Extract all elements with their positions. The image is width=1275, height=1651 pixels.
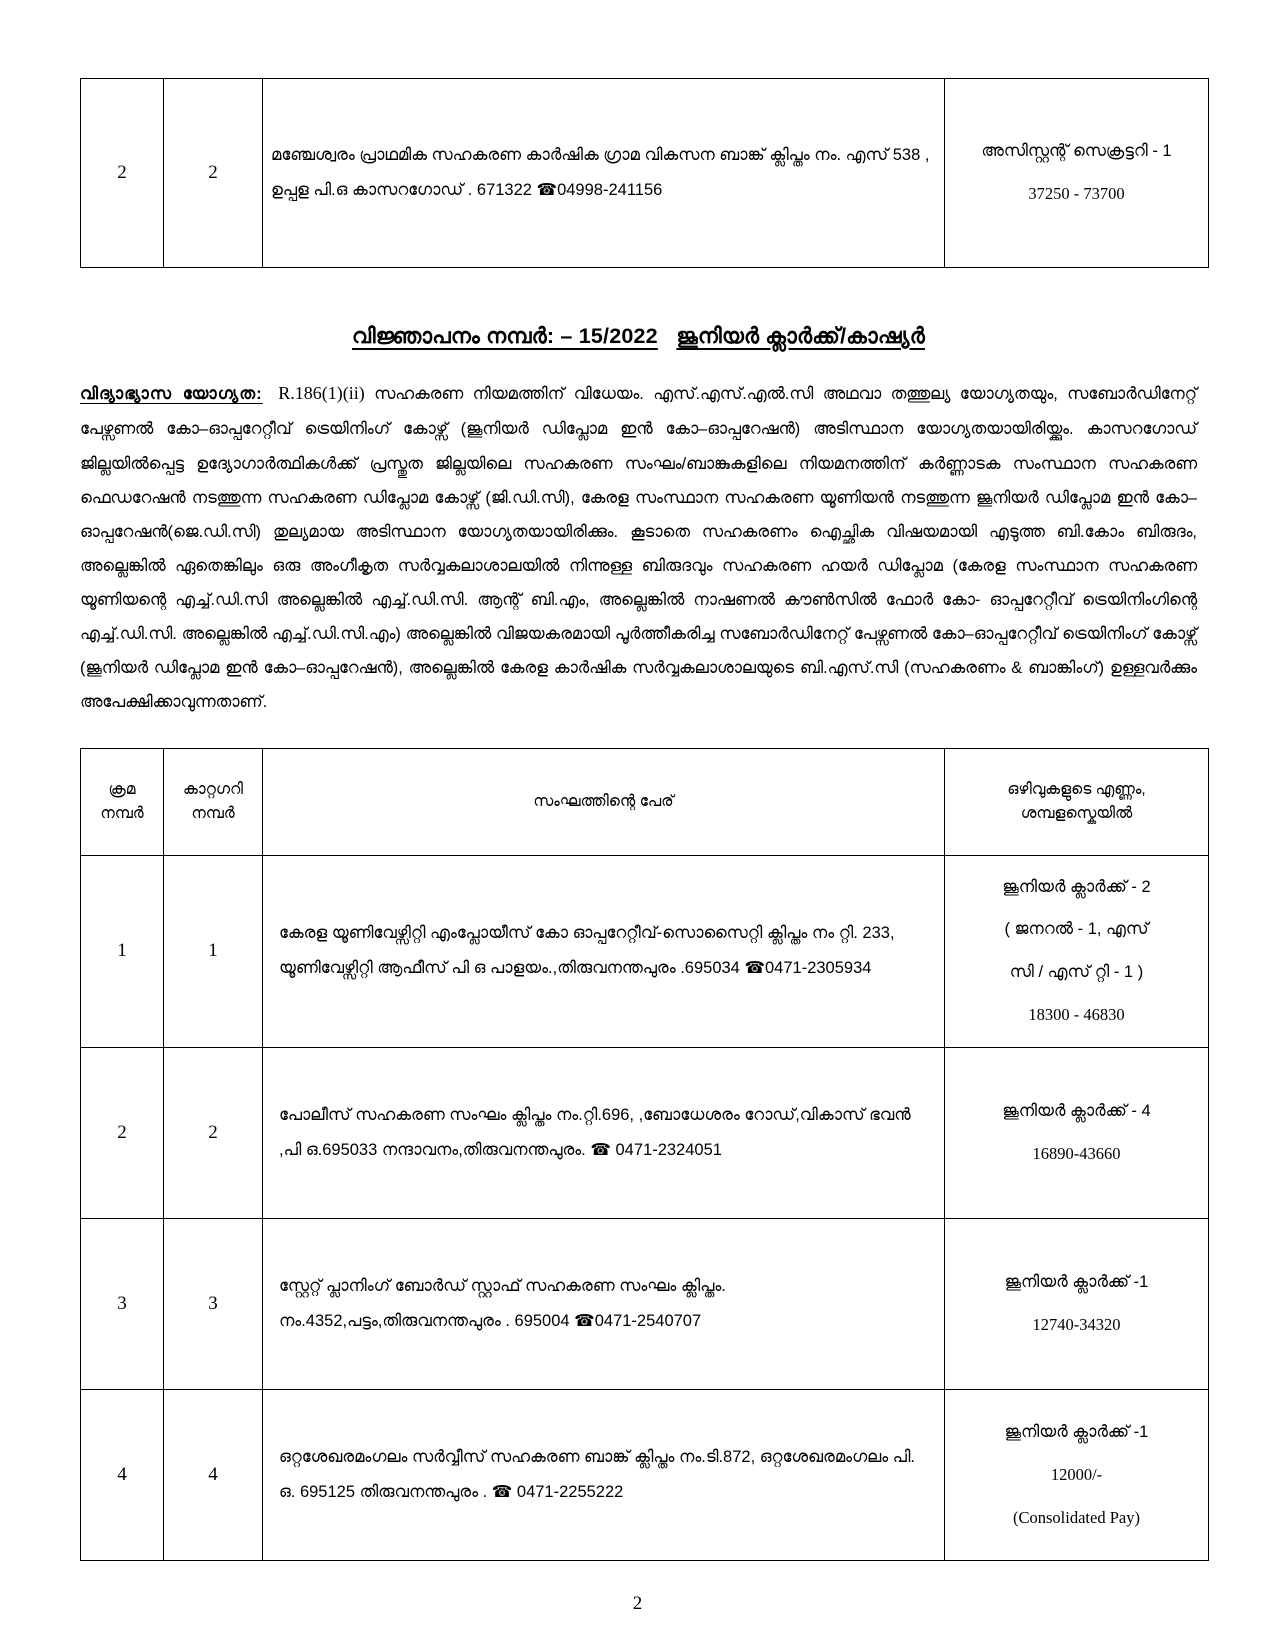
vacancy-table-body	[81, 855, 1209, 1561]
table-row	[81, 1219, 1209, 1390]
row-vacancy-details	[945, 1048, 1209, 1219]
row-society-name: സ്റ്റേറ്റ് പ്ലാനിംഗ് ബോർഡ് സ്റ്റാഫ് സഹകരണ സംഘം ക്ലിപ്തം. നം.4352,പട്ടം,തിരുവനന്തപുരം . 695004 ☎0471-2540707	[263, 1219, 945, 1390]
vacancy-pay-scale: 18300 - 46830	[1028, 1005, 1125, 1025]
row-serial-number: 2	[81, 1048, 164, 1219]
qualification-label: വിദ്യാഭ്യാസ യോഗ്യത:	[80, 385, 263, 403]
qualification-rule-reference: R.186(1)(ii)	[278, 383, 365, 403]
notification-heading	[80, 324, 1197, 349]
vacancy-pay-scale: 12740-34320	[1032, 1315, 1121, 1335]
row-category-number: 3	[164, 1219, 263, 1390]
vacancy-post: ജൂനിയർ ക്ലാർക്ക് -1	[1004, 1273, 1149, 1292]
header-society-name: സംഘത്തിന്റെ പേര്	[263, 748, 945, 855]
table-row	[81, 1390, 1209, 1561]
notification-post-name: ജൂനിയർ ക്ലാർക്ക്/കാഷ്യർ	[676, 324, 925, 348]
vacancy-breakup-2: സി / എസ് റ്റി - 1 )	[1009, 963, 1144, 982]
vacancy-breakup-1: ( ജനറൽ - 1, എസ്	[1004, 920, 1149, 939]
row-serial-number: 1	[81, 855, 164, 1048]
row-society-name: മഞ്ചേശ്വരം പ്രാഥമിക സഹകരണ കാർഷിക ഗ്രാമ വികസന ബാങ്ക് ക്ലിപ്തം നം. എസ് 538 , ഉപ്പള പി.ഒ കാസറഗോഡ് . 671322 ☎04998-241156	[263, 79, 945, 268]
table-row	[81, 1048, 1209, 1219]
row-vacancy-details	[945, 79, 1209, 268]
notification-number: വിജ്ഞാപനം നമ്പർ: – 15/2022	[352, 324, 658, 348]
vacancy-post: ജൂനിയർ ക്ലാർക്ക് - 2	[1002, 877, 1151, 896]
vacancy-post: ജൂനിയർ ക്ലാർക്ക് - 4	[1002, 1102, 1151, 1121]
vacancy-post: ജൂനിയർ ക്ലാർക്ക് -1	[1004, 1422, 1149, 1441]
header-serial-number: ക്രമ നമ്പർ	[81, 748, 164, 855]
row-serial-number: 3	[81, 1219, 164, 1390]
page-number: 2	[632, 1593, 643, 1614]
vacancy-pay-amount: 12000/-	[1050, 1464, 1103, 1484]
row-category-number: 1	[164, 855, 263, 1048]
row-society-name: കേരള യൂണിവേഴ്സിറ്റി എംപ്ലോയീസ് കോ ഓപ്പറേറ്റീവ്-സൊസൈറ്റി ക്ലിപ്തം നം റ്റി. 233, യൂണിവേഴ്സിറ്റി ആഫീസ് പി ഒ പാളയം.,തിരുവനന്തപുരം .695034 ☎0471-2305934	[263, 855, 945, 1048]
table-row	[81, 855, 1209, 1048]
vacancy-table	[80, 748, 1209, 1562]
header-category-number: കാറ്റഗറി നമ്പർ	[164, 748, 263, 855]
row-society-name: പോലീസ് സഹകരണ സംഘം ക്ലിപ്തം നം.റ്റി.696, ,ബോധേശരം റോഡ്,വികാസ് ഭവൻ ,പി ഒ.695033 നന്ദാവനം,തിരുവനന്തപുരം. ☎ 0471-2324051	[263, 1048, 945, 1219]
row-category-number: 4	[164, 1390, 263, 1561]
vacancy-pay-note: (Consolidated Pay)	[1013, 1507, 1140, 1527]
table-header-row	[81, 748, 1209, 855]
qualification-paragraph	[80, 375, 1197, 720]
row-category-number: 2	[164, 79, 263, 268]
row-serial-number: 2	[81, 79, 164, 268]
row-vacancy-details	[945, 1390, 1209, 1561]
qualification-text: സഹകരണ നിയമത്തിന് വിധേയം. എസ്.എസ്.എൽ.സി അഥവാ തത്തുല്യ യോഗ്യതയും, സബോർഡിനേറ്റ് പേഴ്സണൽ കോ–ഓപ്പറേറ്റീവ് ട്രെയിനിംഗ് കോഴ്സ് (ജൂനിയർ ഡിപ്ലോമ ഇൻ കോ–ഓപ്പറേഷൻ) അടിസ്ഥാന യോഗ്യതയായിരിയ്ക്കും. കാസറഗോഡ് ജില്ലയിൽപ്പെട്ട ഉദ്യോഗാർത്ഥികൾക്ക് പ്രസ്തുത ജില്ലയിലെ സഹകരണ സംഘം/ബാങ്കുകളിലെ നിയമനത്തിന് കർണ്ണാടക സംസ്ഥാന സഹകരണ ഫെഡറേഷൻ നടത്തുന്ന സഹകരണ ഡിപ്ലോമ കോഴ്സ് (ജി.ഡി.സി), കേരള സംസ്ഥാന സഹകരണ യൂണിയൻ നടത്തുന്ന ജൂനിയർ ഡിപ്ലോമ ഇൻ കോ–ഓപ്പറേഷൻ(ജെ.ഡി.സി) തുല്യമായ അടിസ്ഥാന യോഗ്യതയായിരിക്കും. കൂടാതെ സഹകരണം ഐച്ഛിക വിഷയമായി എടുത്ത ബി.കോം ബിരുദം, അല്ലെങ്കിൽ ഏതെങ്കിലും ഒരു അംഗീകൃത സർവ്വകലാശാലയിൽ നിന്നുള്ള ബിരുദവും സഹകരണ ഹയർ ഡിപ്ലോമ (കേരള സംസ്ഥാന സഹകരണ യൂണിയന്റെ എച്ച്.ഡി.സി അല്ലെങ്കിൽ എച്ച്.ഡി.സി. ആന്റ് ബി.എം, അല്ലെങ്കിൽ നാഷണൽ കൗൺസിൽ ഫോർ കോ- ഓപ്പറേറ്റീവ് ട്രെയിനിംഗിന്റെ എച്ച്.ഡി.സി. അല്ലെങ്കിൽ എച്ച്.ഡി.സി.എം) അല്ലെങ്കിൽ വിജയകരമായി പൂർത്തീകരിച്ച സബോർഡിനേറ്റ് പേഴ്സണൽ കോ–ഓപ്പറേറ്റീവ് ട്രെയിനിംഗ് കോഴ്സ് (ജൂനിയർ ഡിപ്ലോമ ഇൻ കോ–ഓപ്പറേഷൻ), അല്ലെങ്കിൽ കേരള കാർഷിക സർവ്വകലാശാലയുടെ ബി.എസ്.സി (സഹകരണം & ബാങ്കിംഗ്) ഉള്ളവർക്കും അപേക്ഷിക്കാവുന്നതാണ്.	[80, 385, 1197, 712]
row-serial-number: 4	[81, 1390, 164, 1561]
table-row	[81, 79, 1209, 268]
vacancy-post: അസിസ്റ്റന്റ് സെക്രട്ടറി - 1	[981, 142, 1172, 161]
vacancy-pay-scale: 16890-43660	[1032, 1144, 1121, 1164]
row-category-number: 2	[164, 1048, 263, 1219]
vacancy-pay-scale: 37250 - 73700	[1028, 184, 1125, 203]
header-vacancies: ഒഴിവുകളുടെ എണ്ണം, ശമ്പളസ്കെയിൽ	[945, 748, 1209, 855]
row-vacancy-details	[945, 855, 1209, 1048]
row-society-name: ഒറ്റശേഖരമംഗലം സർവ്വീസ് സഹകരണ ബാങ്ക് ക്ലിപ്തം നം.ടി.872, ഒറ്റശേഖരമംഗലം പി. ഒ. 695125 തിരുവനന്തപുരം . ☎ 0471-2255222	[263, 1390, 945, 1561]
continuation-vacancy-table	[80, 78, 1209, 268]
row-vacancy-details	[945, 1219, 1209, 1390]
